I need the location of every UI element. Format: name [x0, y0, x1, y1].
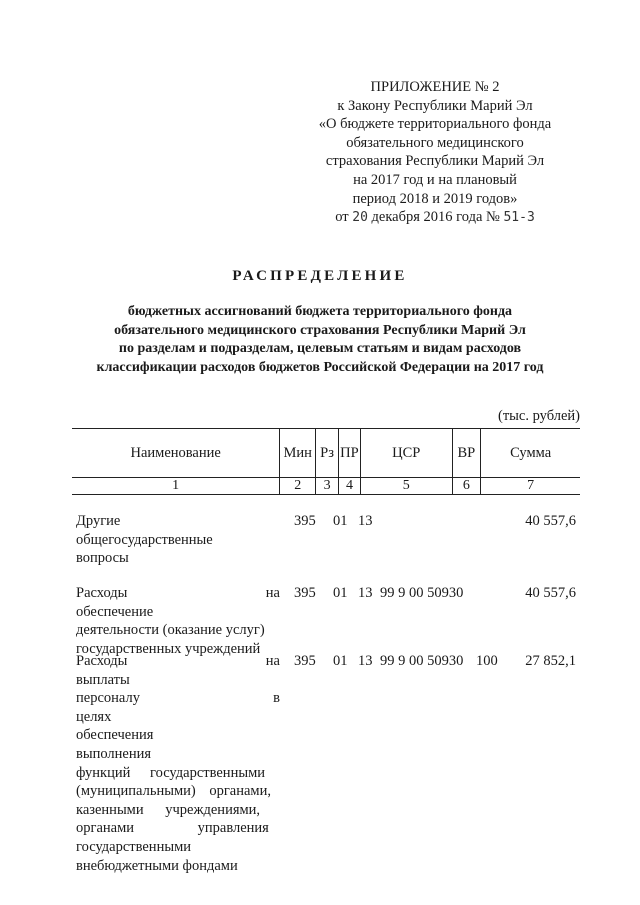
appendix-line: «О бюджете территориального фонда — [318, 116, 552, 133]
row-name-line-justified — [76, 584, 280, 621]
date-rest: декабря 2016 года № — [371, 209, 500, 226]
subtitle-line: по разделам и подразделам, целевым статьям и видам расходов — [118, 341, 522, 357]
row-name-line: обеспечения выполнения — [76, 727, 154, 762]
row-name — [76, 512, 280, 568]
appendix-line: страхования Республики Марий Эл — [325, 153, 545, 170]
appendix-line: ПРИЛОЖЕНИЕ № 2 — [370, 79, 500, 95]
row-name-line: Расходы на выплаты — [76, 653, 280, 688]
row-rz: 01 — [333, 585, 348, 601]
column-number: 2 — [280, 478, 316, 495]
header-csr: ЦСР — [360, 429, 452, 478]
units-label: (тыс. рублей) — [498, 408, 580, 424]
column-number: 4 — [338, 478, 360, 495]
row-name-line: функций государственными — [76, 764, 266, 781]
header-pr: ПР — [338, 429, 360, 478]
row-name — [76, 584, 280, 658]
header-rz: Рз — [316, 429, 339, 478]
date-day: 20 — [352, 210, 368, 226]
column-number-row — [72, 478, 580, 495]
appendix-line: период 2018 и 2019 годов» — [352, 190, 518, 207]
document-subtitle — [60, 303, 580, 377]
subtitle-line: бюджетных ассигнований бюджета территориального фонда — [127, 304, 513, 319]
row-name-line: Другие — [76, 513, 121, 529]
row-name-line: государственных учреждений — [76, 640, 261, 657]
row-name-line: внебюджетными фондами — [76, 857, 238, 874]
row-name-line: вопросы — [76, 550, 129, 567]
header-min: Мин — [280, 429, 316, 478]
row-vr: 100 — [476, 653, 498, 669]
column-number: 1 — [72, 478, 280, 495]
row-sum: 40 557,6 — [525, 513, 576, 529]
row-sum: 40 557,6 — [525, 585, 576, 601]
appendix-date-line — [300, 208, 570, 228]
budget-table-header — [72, 428, 580, 495]
document-title: РАСПРЕДЕЛЕНИЕ — [232, 268, 408, 284]
row-csr: 99 9 00 50930 — [380, 653, 464, 669]
appendix-block — [300, 78, 570, 228]
header-vr: ВР — [452, 429, 481, 478]
appendix-line: обязательного медицинского — [346, 134, 524, 151]
row-name — [76, 652, 280, 875]
row-name-line: общегосударственные — [76, 531, 213, 548]
row-rz: 01 — [333, 513, 348, 529]
row-name-line: деятельности (оказание услуг) — [76, 622, 265, 639]
row-name-line: казенными учреждениями, — [76, 801, 261, 818]
row-name-line: государственными — [76, 838, 192, 855]
row-pr: 13 — [358, 513, 373, 529]
row-name-line: персоналу в целях — [76, 690, 280, 725]
table-header-row — [72, 429, 580, 478]
appendix-line: к Закону Республики Марий Эл — [337, 97, 533, 114]
row-pr: 13 — [358, 585, 373, 601]
row-csr: 99 9 00 50930 — [380, 585, 464, 601]
row-name-line: органами управления — [76, 820, 269, 837]
row-rz: 01 — [333, 653, 348, 669]
row-min: 395 — [294, 653, 316, 669]
column-number: 7 — [481, 478, 580, 495]
appendix-line: на 2017 год и на плановый — [353, 171, 517, 188]
header-sum: Сумма — [481, 429, 580, 478]
date-prefix: от — [335, 209, 349, 226]
row-sum: 27 852,1 — [525, 653, 576, 669]
row-pr: 13 — [358, 653, 373, 669]
subtitle-line: классификации расходов бюджетов Российской Федерации на 2017 год — [96, 359, 544, 375]
row-min: 395 — [294, 585, 316, 601]
column-number: 3 — [316, 478, 339, 495]
row-min: 395 — [294, 513, 316, 529]
header-name: Наименование — [72, 429, 280, 478]
column-number: 6 — [452, 478, 481, 495]
row-name-line: Расходы на обеспечение — [76, 585, 280, 620]
row-name-line: (муниципальными) органами, — [76, 783, 271, 800]
subtitle-line: обязательного медицинского страхования Республики Марий Эл — [114, 322, 526, 338]
law-number: 51-З — [503, 210, 535, 226]
column-number: 5 — [360, 478, 452, 495]
